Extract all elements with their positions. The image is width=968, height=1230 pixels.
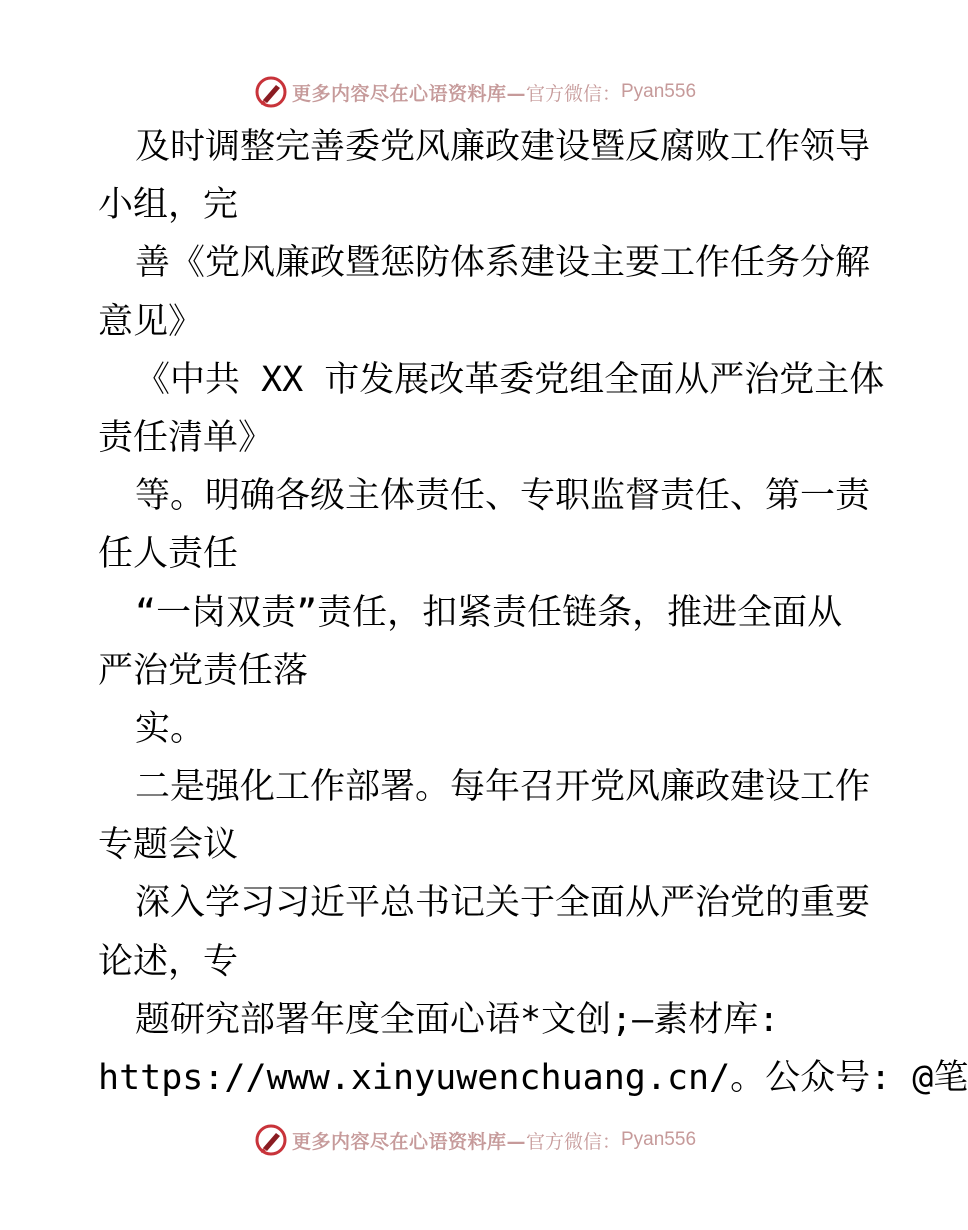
text-line: 深入学习习近平总书记关于全面从严治党的重要 — [135, 883, 871, 924]
text-line: 等。明确各级主体责任、专职监督责任、第一责 — [135, 476, 871, 517]
text-line: 意见》 — [98, 301, 204, 342]
text-line: 二是强化工作部署。每年召开党风廉政建设工作 — [135, 767, 871, 808]
footer-watermark-banner — [0, 1120, 950, 1160]
footer-wechat-id: Pyan556 — [621, 1129, 697, 1150]
text-line: 任人责任 — [98, 534, 239, 575]
text-line: 《中共 XX 市发展改革委党组全面从严治党主体 — [135, 359, 885, 400]
text-line: 论述，专 — [98, 941, 239, 982]
document-body — [98, 118, 968, 1107]
pen-logo-icon — [254, 75, 288, 109]
text-line: 实。 — [135, 708, 206, 749]
text-line: 专题会议 — [98, 825, 239, 866]
text-line: 责任清单》 — [98, 417, 274, 458]
text-line: 善《党风廉政暨惩防体系建设主要工作任务分解 — [135, 243, 871, 284]
pen-logo-icon — [254, 1123, 288, 1157]
text-line-url: https://www.xinyuwenchuang.cn/。公众号: @笔 — [98, 1058, 968, 1098]
text-line: 严治党责任落 — [98, 650, 309, 691]
text-line: “一岗双责”责任，扣紧责任链条，推进全面从 — [135, 592, 843, 633]
footer-wechat-label: 官方微信： — [525, 1131, 621, 1153]
text-line: 小组，完 — [98, 185, 239, 226]
header-watermark-banner — [0, 72, 950, 112]
header-wechat-label: 官方微信： — [525, 83, 621, 105]
text-line: 题研究部署年度全面心语*文创;—素材库: — [135, 999, 780, 1040]
header-wechat-id: Pyan556 — [621, 81, 697, 102]
header-slogan: 更多内容尽在心语资料库— — [291, 82, 526, 105]
text-line: 及时调整完善委党风廉政建设暨反腐败工作领导 — [135, 127, 871, 167]
footer-slogan: 更多内容尽在心语资料库— — [291, 1130, 526, 1153]
